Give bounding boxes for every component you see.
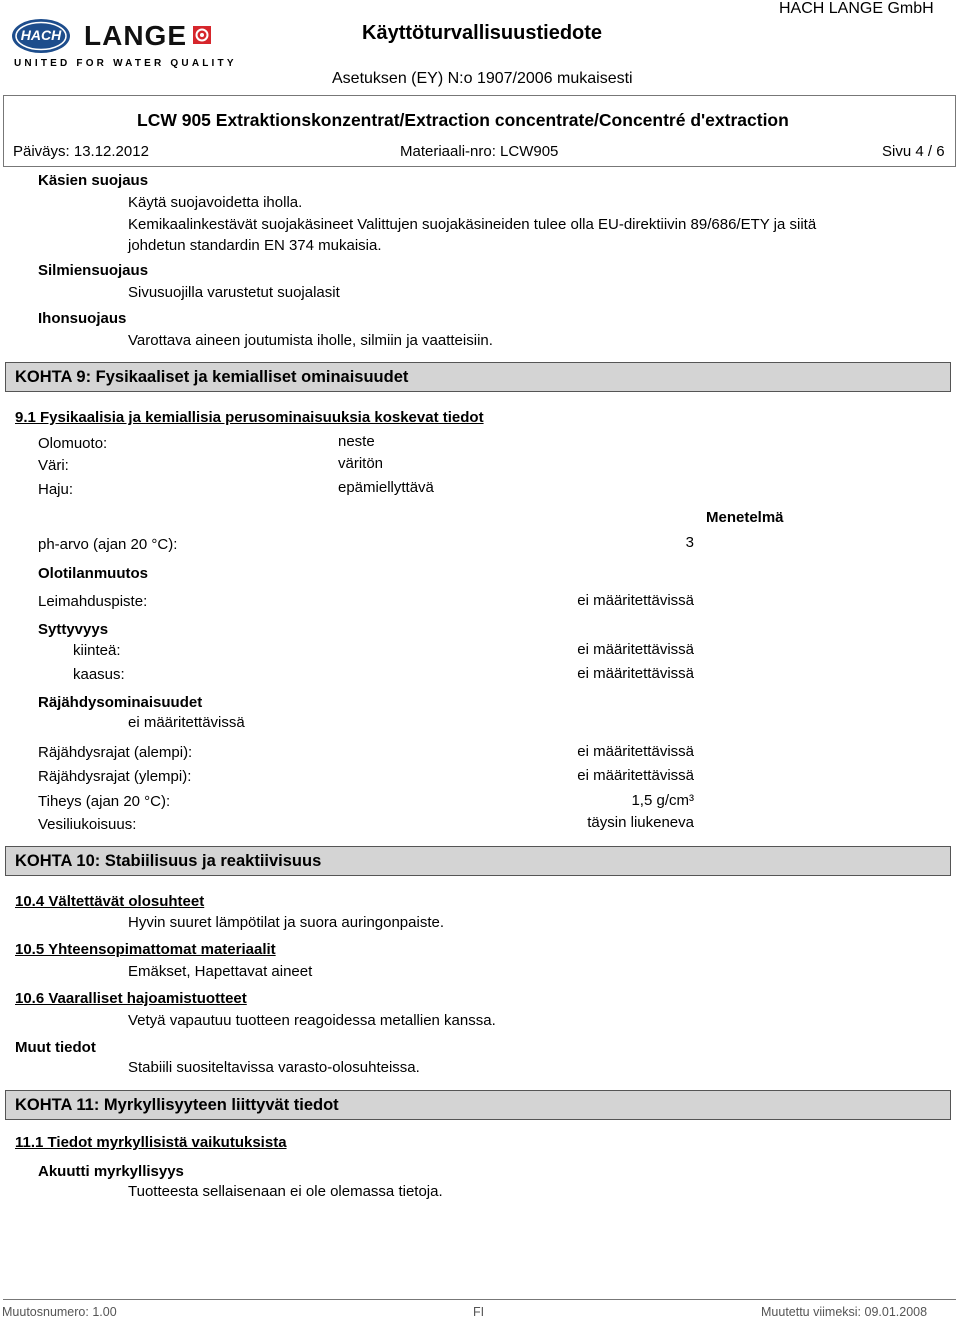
document-title: Käyttöturvallisuustiedote (362, 22, 603, 44)
explosive-value: ei määritettävissä (128, 714, 245, 731)
section-11-1-heading: 11.1 Tiedot myrkyllisistä vaikutuksista (15, 1134, 287, 1151)
odor-value: epämiellyttävä (338, 479, 434, 496)
lange-logo-mark (193, 26, 211, 44)
company-name: HACH LANGE GmbH (779, 0, 934, 17)
section-10-6-heading: 10.6 Vaaralliset hajoamistuotteet (15, 990, 247, 1007)
section-10-5-text: Emäkset, Hapettavat aineet (128, 963, 313, 980)
skin-protection-heading: Ihonsuojaus (38, 310, 127, 327)
acute-toxicity-text: Tuotteesta sellaisenaan ei ole olemassa tietoja. (128, 1183, 443, 1200)
flammability-heading: Syttyvyys (38, 621, 109, 638)
hand-protection-heading: Käsien suojaus (38, 172, 149, 189)
gas-value: ei määritettävissä (577, 665, 694, 682)
solid-value: ei määritettävissä (577, 641, 694, 658)
date: Päiväys: 13.12.2012 (13, 143, 149, 160)
hand-protection-line3: johdetun standardin EN 374 mukaisia. (128, 237, 382, 254)
ph-value: 3 (685, 534, 694, 551)
odor-label: Haju: (38, 481, 74, 498)
ph-label: ph-arvo (ajan 20 °C): (38, 536, 178, 553)
acute-toxicity-heading: Akuutti myrkyllisyys (38, 1163, 184, 1180)
other-info-heading: Muut tiedot (15, 1039, 96, 1056)
section-10-4-heading: 10.4 Vältettävät olosuhteet (15, 893, 205, 910)
color-label: Väri: (38, 457, 69, 474)
method-header: Menetelmä (706, 509, 784, 526)
product-box (3, 95, 956, 167)
upper-limit-value: ei määritettävissä (577, 767, 694, 784)
state-change-heading: Olotilanmuutos (38, 565, 148, 582)
last-modified: Muutettu viimeksi: 09.01.2008 (761, 1305, 928, 1319)
explosive-heading: Räjähdysominaisuudet (38, 694, 203, 711)
solubility-label: Vesiliukoisuus: (38, 816, 137, 833)
tagline: UNITED FOR WATER QUALITY (14, 58, 237, 69)
section-10-4-text: Hyvin suuret lämpötilat ja suora auringonpaiste. (128, 914, 445, 931)
lange-logo-text: LANGE (84, 20, 187, 51)
other-info-text: Stabiili suositeltavissa varasto-olosuhteissa. (128, 1059, 420, 1076)
section-9-title: KOHTA 9: Fysikaaliset ja kemialliset ominaisuudet (15, 368, 409, 386)
lower-limit-label: Räjähdysrajat (alempi): (38, 744, 193, 761)
section-11-header (5, 1090, 951, 1120)
form-value: neste (338, 433, 375, 450)
gas-label: kaasus: (73, 666, 125, 683)
eye-protection-text: Sivusuojilla varustetut suojalasit (128, 284, 340, 301)
hand-protection-line2: Kemikaalinkestävät suojakäsineet Valittujen suojakäsineiden tulee olla EU-direktiivin 89/686/ETY ja siitä (128, 216, 817, 233)
density-label: Tiheys (ajan 20 °C): (38, 793, 171, 810)
section-10-title: KOHTA 10: Stabiilisuus ja reaktiivisuus (15, 852, 322, 870)
section-9-header (5, 362, 951, 392)
density-value: 1,5 g/cm³ (631, 792, 694, 809)
section-11-title: KOHTA 11: Myrkyllisyyteen liittyvät tiedot (15, 1096, 339, 1114)
solubility-value: täysin liukeneva (587, 814, 694, 831)
hach-logo (11, 18, 71, 54)
flash-point-value: ei määritettävissä (577, 592, 694, 609)
language-code: FI (473, 1305, 485, 1319)
section-10-5-heading: 10.5 Yhteensopimattomat materiaalit (15, 941, 276, 958)
eye-protection-heading: Silmiensuojaus (38, 262, 149, 279)
section-9-1-heading: 9.1 Fysikaalisia ja kemiallisia perusominaisuuksia koskevat tiedot (15, 409, 484, 426)
regulation: Asetuksen (EY) N:o 1907/2006 mukaisesti (332, 70, 633, 87)
solid-label: kiinteä: (73, 642, 121, 659)
lower-limit-value: ei määritettävissä (577, 743, 694, 760)
section-10-header (5, 846, 951, 876)
color-value: väritön (338, 455, 384, 472)
section-10-6-text: Vetyä vapautuu tuotteen reagoidessa metallien kanssa. (128, 1012, 496, 1029)
product-name: LCW 905 Extraktionskonzentrat/Extraction concentrate/Concentré d'extraction (137, 110, 789, 130)
hand-protection-line1: Käytä suojavoidetta iholla. (128, 194, 303, 211)
upper-limit-label: Räjähdysrajat (ylempi): (38, 768, 192, 785)
material-number: Materiaali-nro: LCW905 (400, 143, 559, 160)
skin-protection-text: Varottava aineen joutumista iholle, silmiin ja vaatteisiin. (128, 332, 493, 349)
hach-logo-text: HACH (20, 27, 62, 43)
revision-number: Muutosnumero: 1.00 (2, 1305, 117, 1319)
form-label: Olomuoto: (38, 435, 108, 452)
footer-divider (3, 1299, 956, 1300)
page-number: Sivu 4 / 6 (882, 143, 945, 160)
flash-point-label: Leimahduspiste: (38, 593, 148, 610)
